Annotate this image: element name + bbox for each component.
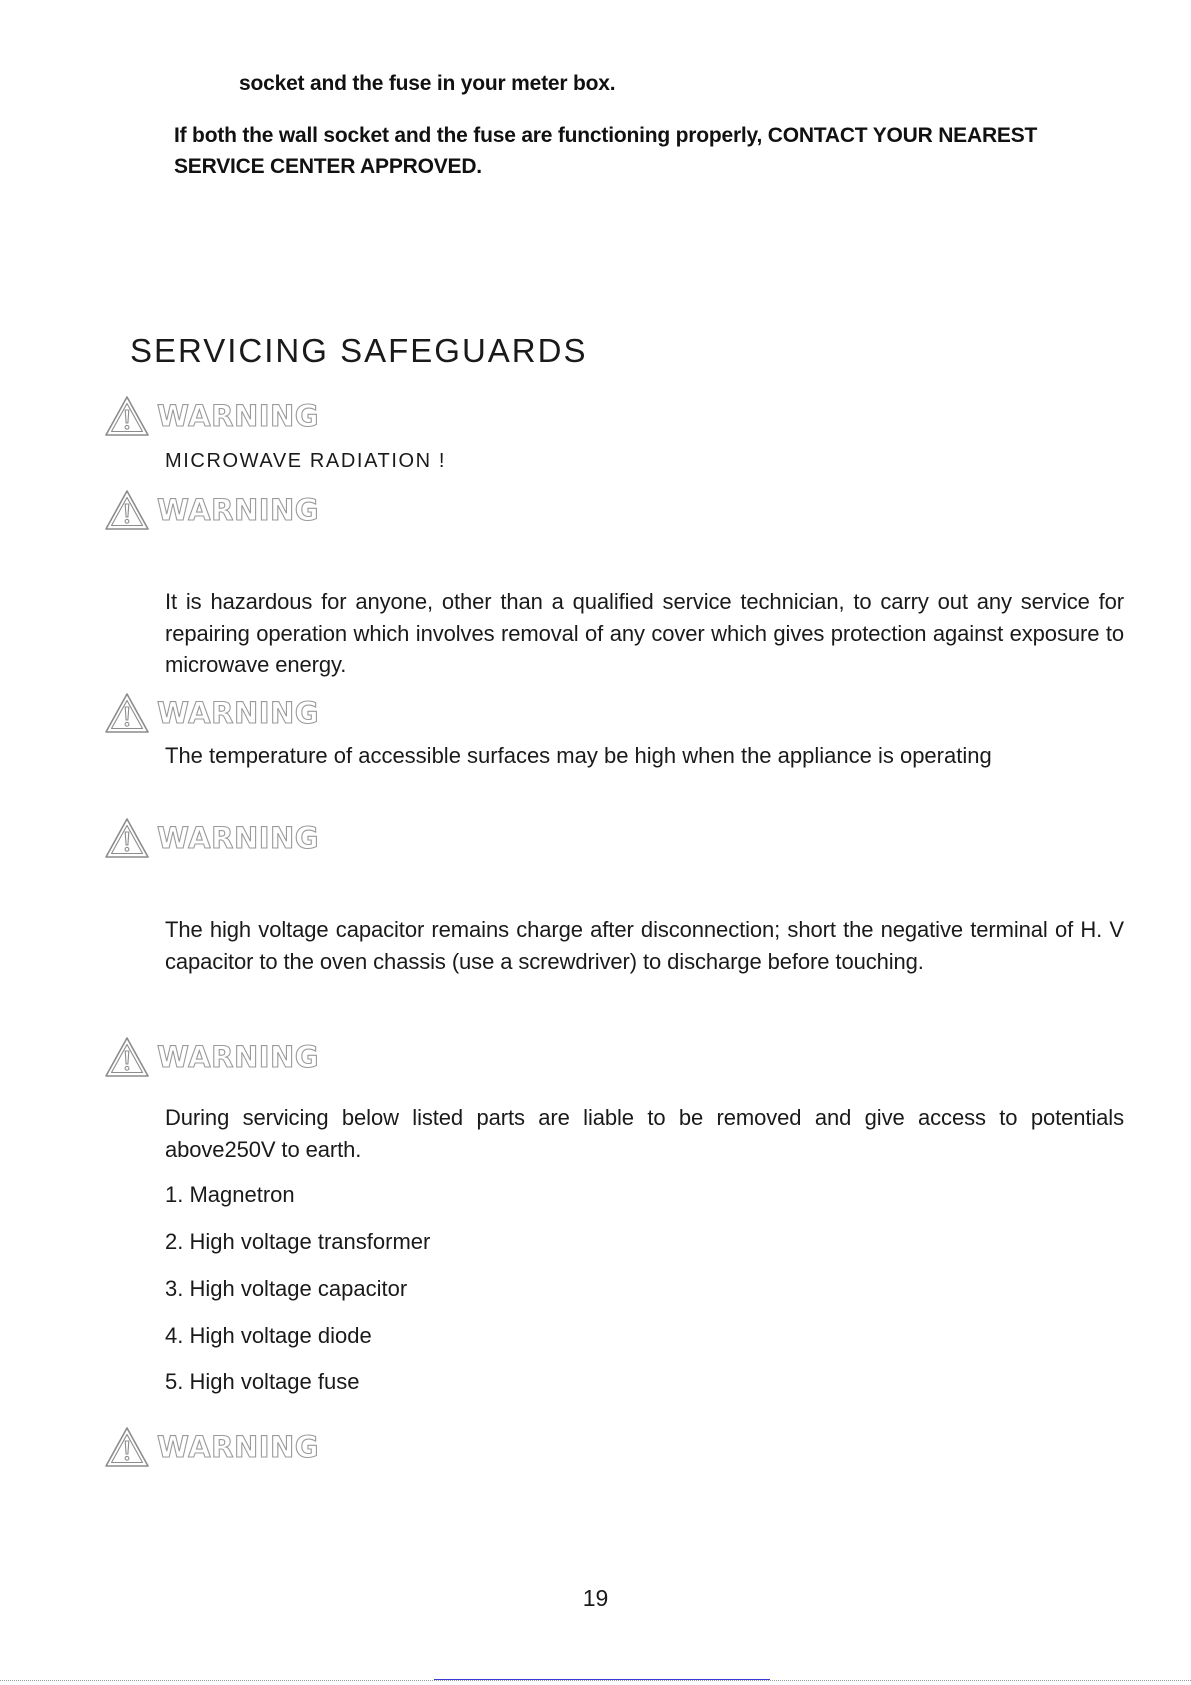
warning-banner [104, 488, 319, 532]
warning-triangle-icon [104, 395, 150, 437]
warning-label: WARNING [157, 695, 320, 730]
intro-line-2: If both the wall socket and the fuse are functioning properly, CONTACT YOUR NEAREST SERVICE CENTER APPROVED. [174, 124, 1038, 178]
page-edge-divider [0, 1680, 1191, 1681]
warning-label: WARNING [157, 1429, 320, 1464]
list-item: 2. High voltage transformer [165, 1229, 431, 1254]
warning-label: WARNING [157, 398, 320, 433]
list-item: 5. High voltage fuse [165, 1369, 360, 1394]
warning-triangle-icon [104, 817, 150, 859]
list-item: 1. Magnetron [165, 1182, 295, 1207]
warning-triangle-icon [104, 692, 150, 734]
servicing-paragraph: During servicing below listed parts are liable to be removed and give access to potentials above250V to earth. [165, 1105, 1124, 1162]
warning-label: WARNING [157, 820, 320, 855]
warning-triangle-icon [104, 489, 150, 531]
list-item: 3. High voltage capacitor [165, 1276, 408, 1301]
warning-banner [104, 691, 319, 735]
page-number: 19 [582, 1585, 609, 1611]
warning-triangle-icon [104, 1036, 150, 1078]
warning-label: WARNING [157, 492, 320, 527]
warning-banner [104, 816, 319, 860]
warning-banner [104, 1035, 319, 1079]
warning-banner [104, 394, 319, 438]
warning-triangle-icon [104, 1426, 150, 1468]
page-title: SERVICING SAFEGUARDS [130, 332, 588, 369]
warning-banner [104, 1425, 319, 1469]
microwave-radiation-text: MICROWAVE RADIATION ! [165, 450, 447, 472]
intro-line-1: socket and the fuse in your meter box. [239, 72, 616, 95]
capacitor-paragraph: The high voltage capacitor remains charge after disconnection; short the negative terminal of H. V capacitor to the oven chassis (use a screwdriver) to discharge before touching. [165, 917, 1124, 974]
page-edge-link-line [434, 1679, 770, 1680]
temperature-paragraph: The temperature of accessible surfaces may be high when the appliance is operating [165, 743, 992, 768]
warning-label: WARNING [157, 1039, 320, 1074]
list-item: 4. High voltage diode [165, 1323, 372, 1348]
hazardous-paragraph: It is hazardous for anyone, other than a qualified service technician, to carry out any service for repairing operation which involves removal of any cover which gives protection against exposure to microwave energy. [165, 589, 1124, 677]
